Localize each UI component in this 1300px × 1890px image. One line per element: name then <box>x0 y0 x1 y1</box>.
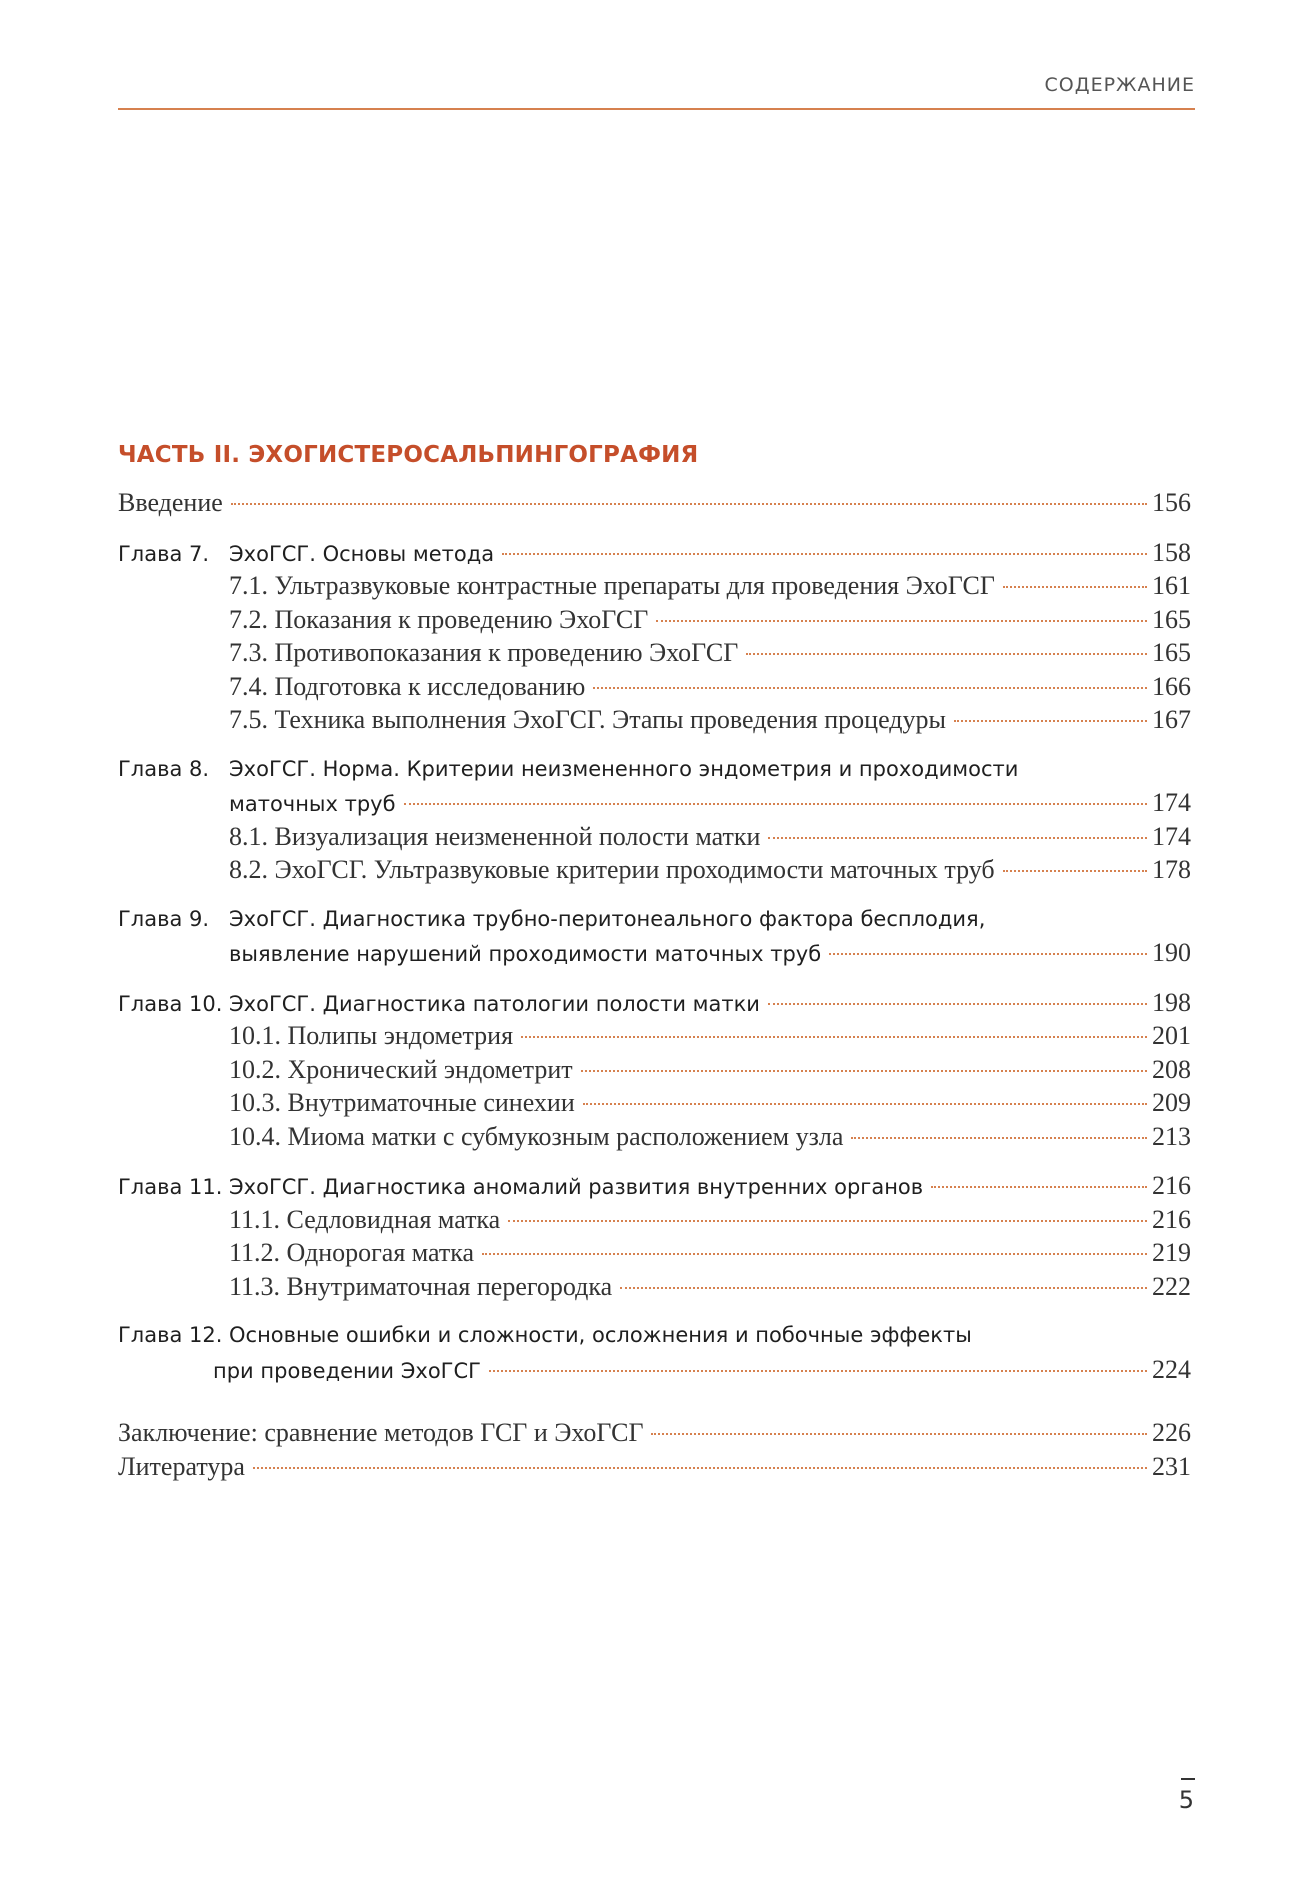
page-number: 5 <box>1178 1786 1194 1814</box>
leader-dots <box>746 653 1147 655</box>
chapter-title: ЭхоГСГ. Диагностика трубно-перитонеального фактора бесплодия, <box>229 906 986 931</box>
toc-page-number: 216 <box>1152 1204 1191 1234</box>
section-title: 7.1. Ультразвуковые контрастные препараты для проведения ЭхоГСГ <box>229 571 995 600</box>
chapter-title-continued: маточных труб <box>229 792 396 816</box>
section-title: 8.2. ЭхоГСГ. Ультразвуковые критерии проходимости маточных труб <box>229 855 995 884</box>
leader-dots <box>581 1070 1147 1072</box>
toc-section[interactable] <box>118 1086 1191 1120</box>
toc-page-number: 219 <box>1152 1238 1191 1267</box>
toc-page-number: 190 <box>1152 938 1191 967</box>
toc-page-number: 222 <box>1152 1271 1191 1301</box>
toc-page-number: 224 <box>1152 1354 1191 1384</box>
toc-chapter-10[interactable] <box>118 986 1191 1020</box>
leader-dots <box>954 720 1147 722</box>
toc-section[interactable] <box>118 1019 1191 1053</box>
leader-dots <box>404 803 1147 805</box>
toc-chapter-11[interactable] <box>118 1169 1191 1203</box>
toc-page-number: 209 <box>1152 1088 1191 1117</box>
section-title: 10.1. Полипы эндометрия <box>229 1021 514 1050</box>
section-title: 7.2. Показания к проведению ЭхоГСГ <box>229 604 649 634</box>
section-title: 11.2. Однорогая матка <box>229 1238 475 1267</box>
toc-page-number: 198 <box>1152 987 1191 1017</box>
toc-chapter-8-line1[interactable] <box>118 753 1191 787</box>
toc-page-number: 167 <box>1152 705 1191 734</box>
leader-dots <box>502 553 1147 555</box>
toc-page-number: 174 <box>1152 821 1191 851</box>
chapter-title: ЭхоГСГ. Основы метода <box>229 541 495 566</box>
section-title: 7.3. Противопоказания к проведению ЭхоГСГ <box>229 638 739 667</box>
chapter-title: ЭхоГСГ. Диагностика аномалий развития внутренних органов <box>229 1175 924 1199</box>
toc-section[interactable] <box>118 603 1191 637</box>
chapter-label: Глава 12. <box>118 1323 223 1347</box>
toc-section[interactable] <box>118 1236 1191 1270</box>
toc-page-number: 161 <box>1152 571 1191 600</box>
leader-dots <box>593 687 1147 689</box>
toc-entry-title: Литература <box>118 1451 245 1481</box>
toc-section[interactable] <box>118 1053 1191 1087</box>
section-title: 10.2. Хронический эндометрит <box>229 1054 573 1084</box>
toc-section[interactable] <box>118 670 1191 704</box>
toc-section[interactable] <box>118 820 1191 854</box>
chapter-title: ЭхоГСГ. Диагностика патологии полости матки <box>229 991 760 1016</box>
toc-entry-intro[interactable] <box>118 486 1191 520</box>
leader-dots <box>508 1220 1147 1222</box>
chapter-label: Глава 9. <box>118 906 210 931</box>
leader-dots <box>583 1103 1147 1105</box>
leader-dots <box>768 1003 1147 1005</box>
toc-page-number: 165 <box>1152 604 1191 634</box>
toc-chapter-12-line1[interactable] <box>118 1319 1191 1353</box>
part-title: ЧАСТЬ II. ЭХОГИСТЕРОСАЛЬПИНГОГРАФИЯ <box>118 442 699 468</box>
table-of-contents <box>118 486 1191 1483</box>
toc-section[interactable] <box>118 1203 1191 1237</box>
toc-entry-conclusion[interactable] <box>118 1416 1191 1450</box>
toc-page-number: 213 <box>1152 1121 1191 1151</box>
section-title: 10.3. Внутриматочные синехии <box>229 1088 575 1117</box>
chapter-label: Глава 10. <box>118 991 223 1016</box>
toc-section[interactable] <box>118 853 1191 887</box>
toc-section[interactable] <box>118 569 1191 603</box>
toc-page-number: 174 <box>1152 788 1191 817</box>
toc-chapter-9-line2[interactable] <box>118 936 1191 970</box>
chapter-label: Глава 8. <box>118 756 210 781</box>
toc-section[interactable] <box>118 636 1191 670</box>
chapter-label: Глава 7. <box>118 541 210 566</box>
toc-page-number: 158 <box>1152 537 1191 567</box>
leader-dots <box>1003 870 1147 872</box>
chapter-title-continued: при проведении ЭхоГСГ <box>213 1358 481 1383</box>
toc-page-number: 165 <box>1152 638 1191 667</box>
leader-dots <box>253 1467 1147 1469</box>
leader-dots <box>768 837 1147 839</box>
section-title: 7.4. Подготовка к исследованию <box>229 671 586 701</box>
toc-section[interactable] <box>118 1120 1191 1154</box>
leader-dots <box>931 1186 1147 1188</box>
page-number-rule <box>1181 1778 1195 1780</box>
toc-chapter-12-line2[interactable] <box>118 1353 1191 1387</box>
toc-page-number: 156 <box>1152 488 1191 517</box>
leader-dots <box>1003 586 1147 588</box>
leader-dots <box>851 1137 1147 1139</box>
toc-chapter-7[interactable] <box>118 536 1191 570</box>
section-title: 8.1. Визуализация неизмененной полости матки <box>229 821 761 851</box>
leader-dots <box>482 1253 1147 1255</box>
toc-section[interactable] <box>118 1270 1191 1304</box>
running-head: СОДЕРЖАНИЕ <box>1044 74 1195 96</box>
section-title: 10.4. Миома матки с субмукозным расположением узла <box>229 1121 844 1151</box>
toc-chapter-9-line1[interactable] <box>118 903 1191 937</box>
toc-entry-title: Введение <box>118 488 223 517</box>
toc-page-number: 226 <box>1152 1418 1191 1447</box>
leader-dots <box>829 953 1147 955</box>
toc-page-number: 178 <box>1152 855 1191 884</box>
chapter-title: ЭхоГСГ. Норма. Критерии неизмененного эндометрия и проходимости <box>229 756 1019 781</box>
toc-page-number: 216 <box>1152 1171 1191 1200</box>
leader-dots <box>656 620 1147 622</box>
leader-dots <box>231 503 1147 505</box>
toc-page-number: 201 <box>1152 1021 1191 1050</box>
chapter-title: Основные ошибки и сложности, осложнения и побочные эффекты <box>229 1323 972 1347</box>
section-title: 11.1. Седловидная матка <box>229 1204 501 1234</box>
toc-entry-title: Заключение: сравнение методов ГСГ и ЭхоГСГ <box>118 1418 644 1447</box>
toc-chapter-8-line2[interactable] <box>118 786 1191 820</box>
section-title: 7.5. Техника выполнения ЭхоГСГ. Этапы проведения процедуры <box>229 705 946 734</box>
section-title: 11.3. Внутриматочная перегородка <box>229 1271 613 1301</box>
toc-section[interactable] <box>118 703 1191 737</box>
toc-page-number: 166 <box>1152 671 1191 701</box>
leader-dots <box>651 1433 1147 1435</box>
leader-dots <box>489 1370 1147 1372</box>
toc-page-number: 231 <box>1152 1451 1191 1481</box>
chapter-label: Глава 11. <box>118 1175 223 1199</box>
leader-dots <box>521 1036 1147 1038</box>
toc-page-number: 208 <box>1152 1054 1191 1084</box>
header-rule <box>118 108 1195 110</box>
chapter-title-continued: выявление нарушений проходимости маточных труб <box>229 942 822 966</box>
leader-dots <box>620 1287 1147 1289</box>
toc-entry-literature[interactable] <box>118 1450 1191 1484</box>
